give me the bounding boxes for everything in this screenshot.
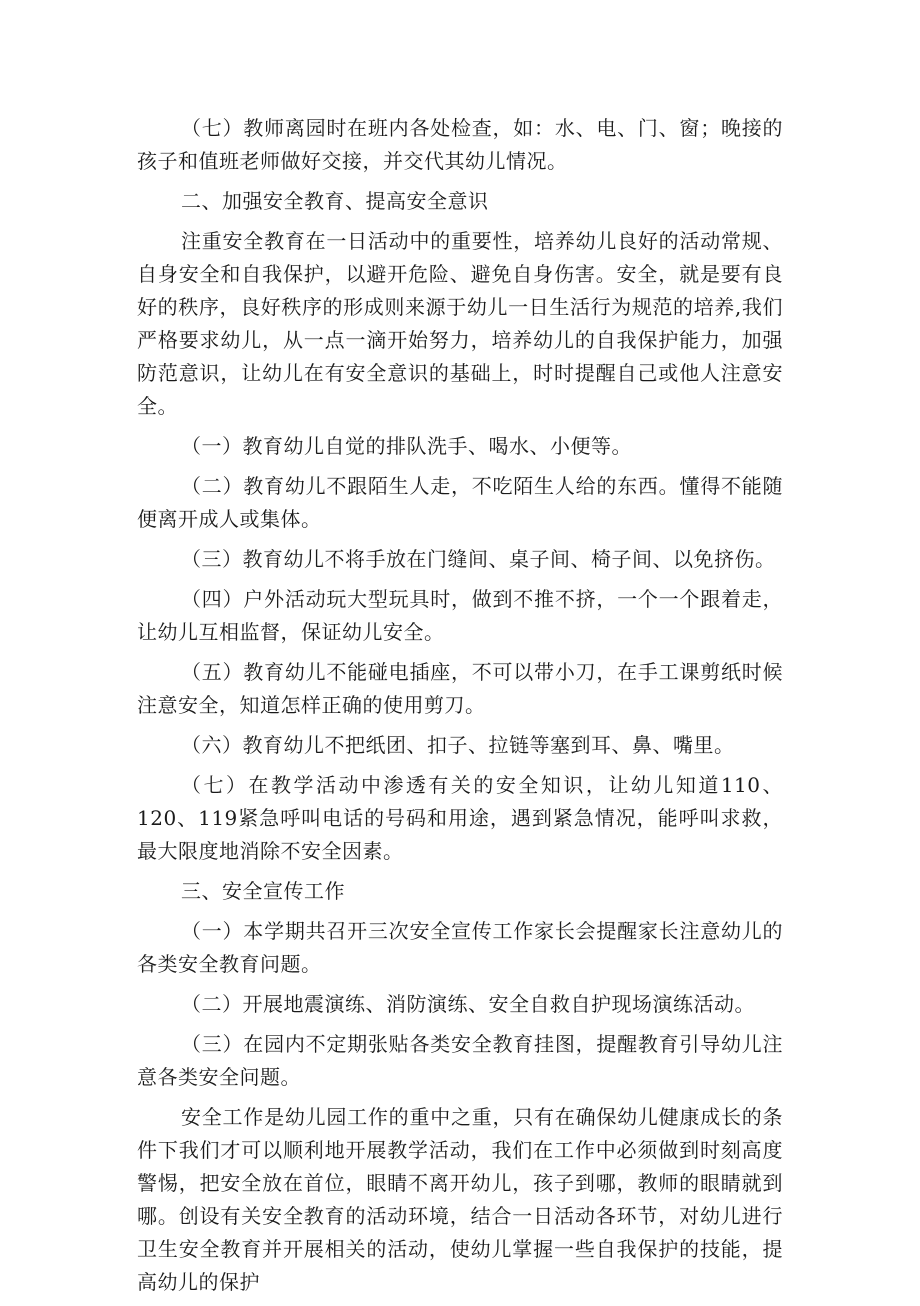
list-item-electric-socket: （五）教育幼儿不能碰电插座，不可以带小刀，在手工课剪纸时候注意安全，知道怎样正确的使用剪刀。 xyxy=(137,660,783,717)
list-item-outdoor-toys: （四）户外活动玩大型玩具时，做到不推不挤，一个一个跟着走，让幼儿互相监督，保证幼儿安全。 xyxy=(137,587,783,644)
list-item-pinch-hands: （三）教育幼儿不将手放在门缝间、桌子间、椅子间、以免挤伤。 xyxy=(181,547,776,571)
list-item-queue-wash: （一）教育幼儿自觉的排队洗手、喝水、小便等。 xyxy=(181,434,632,458)
list-item-small-objects: （六）教育幼儿不把纸团、扣子、拉链等塞到耳、鼻、嘴里。 xyxy=(181,733,735,757)
list-item-posters: （三）在园内不定期张贴各类安全教育挂图，提醒教育引导幼儿注意各类安全问题。 xyxy=(137,1032,783,1089)
list-item-drills: （二）开展地震演练、消防演练、安全自救自护现场演练活动。 xyxy=(181,992,755,1016)
list-item-emergency-numbers: （七）在教学活动中渗透有关的安全知识，让幼儿知道110、120、119紧急呼叫电话的号码和用途，遇到紧急情况，能呼叫求救，最大限度地消除不安全因素。 xyxy=(137,773,783,863)
section-heading-safety-publicity: 三、安全宣传工作 xyxy=(181,879,345,903)
document-body xyxy=(137,112,783,1306)
list-item-strangers: （二）教育幼儿不跟陌生人走，不吃陌生人给的东西。懂得不能随便离开成人或集体。 xyxy=(137,474,783,531)
paragraph-safety-education-intro: 注重安全教育在一日活动中的重要性，培养幼儿良好的活动常规、自身安全和自我保护，以避开危险、避免自身伤害。安全，就是要有良好的秩序，良好秩序的形成则来源于幼儿一日生活行为规范的培养,我们严格要求幼儿，从一点一滴开始努力，培养幼儿的自我保护能力，加强防范意识，让幼儿在有安全意识的基础上，时时提醒自己或他人注意安全。 xyxy=(137,229,783,418)
paragraph-conclusion: 安全工作是幼儿园工作的重中之重，只有在确保幼儿健康成长的条件下我们才可以顺利地开展教学活动，我们在工作中必须做到时刻高度警惕，把安全放在首位，眼睛不离开幼儿，孩子到哪，教师的眼睛就到哪。创设有关安全教育的活动环境，结合一日活动各环节，对幼儿进行卫生安全教育并开展相关的活动，使幼儿掌握一些自我保护的技能，提高幼儿的保护 xyxy=(137,1105,783,1294)
section-heading-safety-education: 二、加强安全教育、提高安全意识 xyxy=(181,189,489,213)
paragraph-teacher-leaving-check: （七）教师离园时在班内各处检查，如：水、电、门、窗；晚接的孩子和值班老师做好交接，并交代其幼儿情况。 xyxy=(137,116,783,173)
list-item-parent-meetings: （一）本学期共召开三次安全宣传工作家长会提醒家长注意幼儿的各类安全教育问题。 xyxy=(137,919,783,976)
